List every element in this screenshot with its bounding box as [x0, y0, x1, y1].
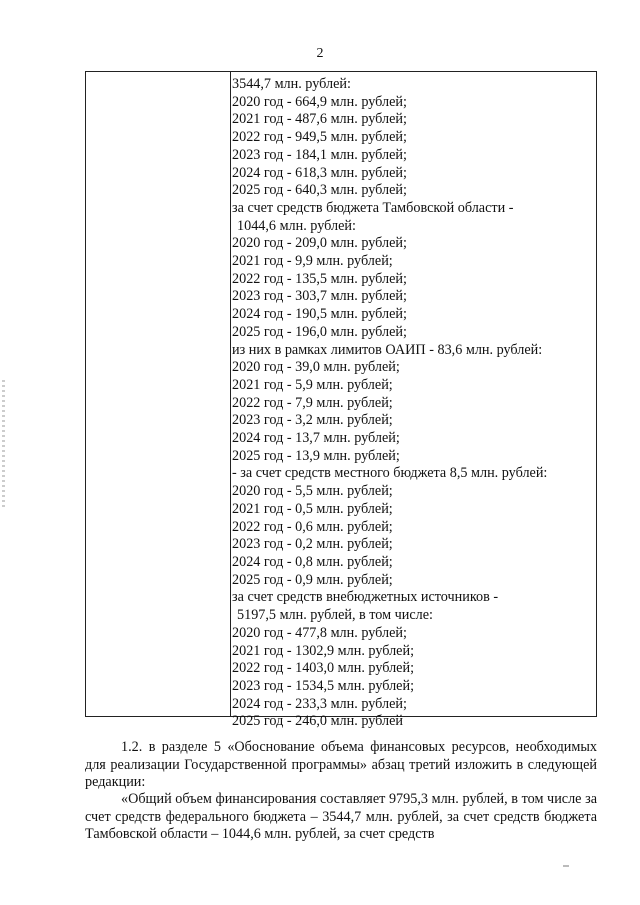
table-line: 2024 год - 618,3 млн. рублей; [232, 164, 407, 181]
table-line: 2023 год - 3,2 млн. рублей; [232, 412, 393, 429]
table-line: 5197,5 млн. рублей, в том числе: [237, 607, 433, 624]
scan-dot-mark [563, 865, 569, 867]
table-line: 2024 год - 0,8 млн. рублей; [232, 553, 393, 570]
table-line: 2023 год - 184,1 млн. рублей; [232, 146, 407, 163]
table-line: за счет средств бюджета Тамбовской области - [232, 199, 514, 216]
table-line: 2022 год - 7,9 млн. рублей; [232, 394, 393, 411]
margin-scan-mark [2, 380, 5, 510]
table-line: 2022 год - 0,6 млн. рублей; [232, 518, 393, 535]
table-line: 2023 год - 0,2 млн. рублей; [232, 536, 393, 553]
table-line: 2024 год - 190,5 млн. рублей; [232, 306, 407, 323]
table-line: 2020 год - 664,9 млн. рублей; [232, 93, 407, 110]
table-line: 2024 год - 13,7 млн. рублей; [232, 430, 400, 447]
table-line: за счет средств внебюджетных источников - [232, 589, 499, 606]
table-line: 2022 год - 135,5 млн. рублей; [232, 270, 407, 287]
table-line: 2020 год - 209,0 млн. рублей; [232, 235, 407, 252]
funding-table [85, 71, 597, 730]
funding-summary-paragraph: «Общий объем финансирования составляет 9795,3 млн. рублей, в том числе за счет средств федерального бюджета – 3544,7 млн. рублей, за счет средств бюджета Тамбовской области – 1044,6 млн. рублей, за счет средств [85, 791, 597, 842]
table-line: 2022 год - 949,5 млн. рублей; [232, 129, 407, 146]
table-line: 2025 год - 246,0 млн. рублей [232, 713, 403, 730]
page-number: 2 [316, 46, 324, 61]
table-line: 1044,6 млн. рублей: [237, 217, 356, 234]
table-line: 2023 год - 303,7 млн. рублей; [232, 288, 407, 305]
table-line: 2021 год - 487,6 млн. рублей; [232, 111, 407, 128]
table-line: 2021 год - 5,9 млн. рублей; [232, 376, 393, 393]
table-line: 2021 год - 9,9 млн. рублей; [232, 253, 393, 270]
table-funding-cell [232, 76, 592, 731]
table-line: 2025 год - 13,9 млн. рублей; [232, 447, 400, 464]
table-line: 2025 год - 196,0 млн. рублей; [232, 323, 407, 340]
table-line: 3544,7 млн. рублей: [232, 76, 351, 92]
table-line: 2025 год - 0,9 млн. рублей; [232, 571, 393, 588]
table-line: 2023 год - 1534,5 млн. рублей; [232, 677, 415, 694]
table-line: - за счет средств местного бюджета 8,5 млн. рублей: [232, 465, 548, 482]
table-column-divider [230, 72, 231, 716]
table-line: из них в рамках лимитов ОАИП - 83,6 млн. рублей: [232, 341, 543, 358]
table-line: 2025 год - 640,3 млн. рублей; [232, 182, 407, 199]
table-line: 2020 год - 5,5 млн. рублей; [232, 483, 393, 500]
table-line: 2020 год - 477,8 млн. рублей; [232, 624, 407, 641]
table-line: 2021 год - 0,5 млн. рублей; [232, 500, 393, 517]
amendment-paragraph: 1.2. в разделе 5 «Обоснование объема финансовых ресурсов, необходимых для реализации Государственной программы» абзац третий изложить в следующей редакции: [85, 739, 597, 790]
table-line: 2022 год - 1403,0 млн. рублей; [232, 660, 415, 677]
table-line: 2021 год - 1302,9 млн. рублей; [232, 642, 415, 659]
table-line: 2020 год - 39,0 млн. рублей; [232, 359, 400, 376]
table-line: 2024 год - 233,3 млн. рублей; [232, 695, 407, 712]
